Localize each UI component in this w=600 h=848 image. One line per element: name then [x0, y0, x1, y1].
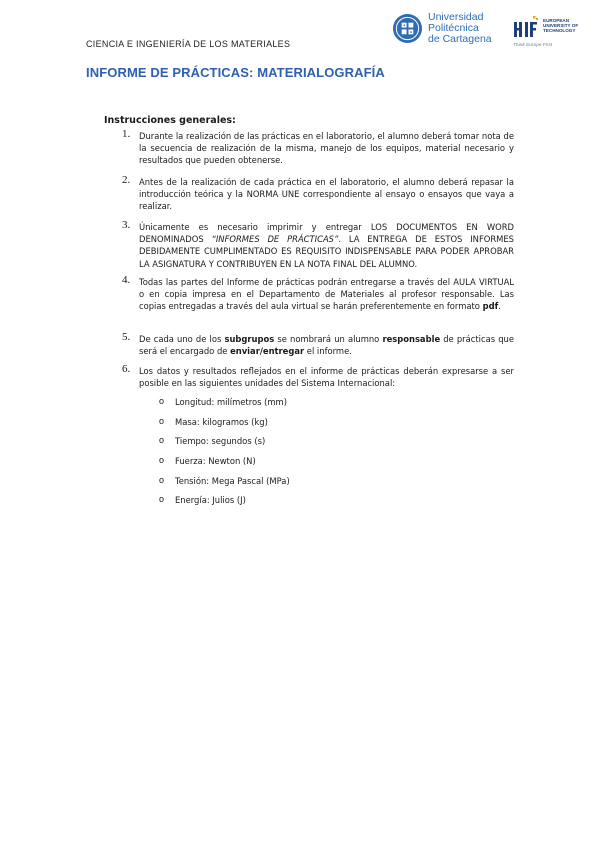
instruction-number: 6.: [122, 363, 131, 375]
department-header: CIENCIA E INGENIERÍA DE LOS MATERIALES: [86, 39, 291, 49]
university-logo: [392, 12, 492, 48]
instruction-text: Antes de la realización de cada práctica en el laboratorio, el alumno deberá repasar la introducción teórica y la NORMA UNE correspondiente al ensayo o ensayos que vaya a realizar.: [139, 177, 514, 212]
instruction-text: Únicamente es necesario imprimir y entregar LOS DOCUMENTOS EN WORD DENOMINADOS: [139, 222, 514, 245]
instruction-text: Los datos y resultados reflejados en el informe de prácticas deberán expresarse a ser posible en las siguientes unidades del Sistema Internacional:: [139, 366, 514, 389]
instruction-bold: subgrupos: [224, 334, 275, 344]
instruction-emphasis: “INFORMES DE PRÁCTICAS”: [211, 234, 339, 245]
eut-name: EUROPEAN UNIVERSITY OF TECHNOLOGY: [543, 18, 579, 34]
instruction-item: [122, 331, 514, 357]
instruction-text: de prácticas que será el encargado de: [139, 334, 514, 357]
unit-label: Masa: kilogramos (kg): [175, 417, 268, 427]
unit-label: Longitud: milímetros (mm): [175, 397, 287, 407]
bullet-icon: o: [159, 435, 165, 445]
instruction-item: [122, 174, 514, 213]
instruction-bold: enviar/entregar: [230, 346, 305, 357]
instruction-bold: responsable: [382, 334, 441, 344]
unit-label: Energía: Julios (J): [175, 495, 246, 505]
eut-tagline: Think Europe First: [513, 43, 553, 48]
instruction-number: 2.: [122, 174, 131, 186]
instruction-text: De cada uno de los: [139, 334, 225, 344]
instruction-text: Todas las partes del Informe de prácticas podrán entregarse a través del AULA VIRTUAL o en copia impresa en el Departamento de Materiales al profesor responsable. Las copias entregadas a través del aula virtual se harán preferentemente en formato: [139, 277, 514, 312]
university-name: Universidad Politécnica de Cartagena: [428, 11, 492, 45]
bullet-icon: o: [159, 455, 165, 465]
instruction-item: [122, 274, 514, 313]
unit-label: Tiempo: segundos (s): [175, 436, 266, 446]
instruction-bold: pdf: [482, 301, 499, 312]
bullet-icon: o: [159, 416, 165, 426]
section-heading: Instrucciones generales:: [104, 115, 236, 126]
bullet-icon: o: [159, 494, 165, 504]
instruction-text: . LA ENTREGA DE ESTOS INFORMES DEBIDAMENTE CUMPLIMENTADO ES REQUISITO INDISPENSABLE PARA PODER APROBAR LA ASIGNATURA Y CONTRIBUYEN EN LA NOTA FINAL DEL ALUMNO.: [139, 234, 515, 269]
instruction-item: [122, 219, 515, 270]
instruction-number: 5.: [122, 331, 131, 343]
eut-logo: [513, 14, 589, 48]
document-title: INFORME DE PRÁCTICAS: MATERIALOGRAFÍA: [86, 65, 385, 80]
instruction-item: [122, 128, 514, 167]
instruction-text: se nombrará un alumno: [274, 334, 383, 344]
unit-label: Tensión: Mega Pascal (MPa): [175, 476, 290, 486]
instruction-number: 1.: [122, 128, 131, 140]
instruction-number: 3.: [122, 219, 131, 231]
instruction-text: el informe.: [304, 346, 352, 357]
university-seal-icon: [392, 13, 423, 44]
eut-mark-icon: [513, 16, 539, 42]
bullet-icon: o: [159, 475, 165, 485]
bullet-icon: o: [159, 396, 165, 406]
instruction-number: 4.: [122, 274, 131, 286]
instruction-item: [122, 363, 514, 389]
instruction-text: Durante la realización de las prácticas en el laboratorio, el alumno deberá tomar nota de la secuencia de realización de la misma, manejo de los equipos, material necesario y resultados que pueden obtenerse.: [139, 131, 514, 166]
instruction-text: .: [498, 301, 501, 312]
unit-label: Fuerza: Newton (N): [175, 456, 256, 466]
